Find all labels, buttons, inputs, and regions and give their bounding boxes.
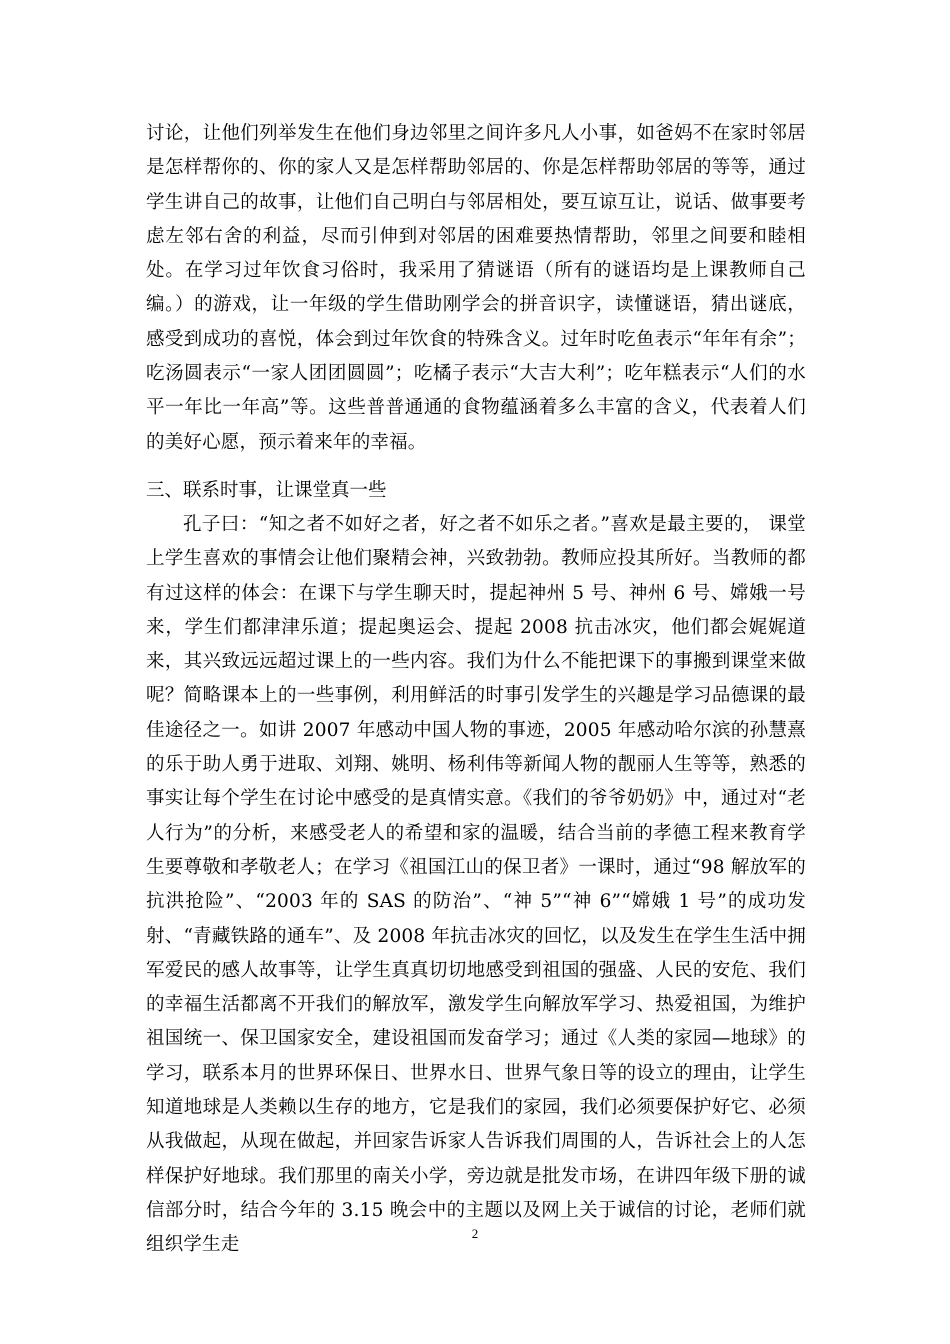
section-heading: 三、联系时事，让课堂真一些 (146, 480, 387, 501)
page-number: 2 (471, 1226, 479, 1241)
body-paragraph-1: 讨论，让他们列举发生在他们身边邻里之间许多凡人小事，如爸妈不在家时邻居是怎样帮你的、你的家人又是怎样帮助邻居的、你是怎样帮助邻居的等等，通过学生讲自己的故事，让他们自己明白与邻居相处，要互谅互让，说话、做事要考虑左邻右舍的利益，尽而引伸到对邻居的困难要热情帮助，邻里之间要和睦相处。在学习过年饮食习俗时，我采用了猜谜语（所有的谜语均是上课教师自己编。）的游戏，让一年级的学生借助刚学会的拼音识字，读懂谜语，猜出谜底，感受到成功的喜悦，体会到过年饮食的特殊含义。过年时吃鱼表示“年年有余”；吃汤圆表示“一家人团团圆圆”；吃橘子表示“大吉大利”；吃年糕表示“人们的水平一年比一年高”等。这些普普通通的食物蕴涵着多么丰富的含义，代表着人们的美好心愿，预示着来年的幸福。 (146, 123, 806, 453)
body-paragraph-2: 孔子曰：“知之者不如好之者，好之者不如乐之者。”喜欢是最主要的， 课堂上学生喜欢的事情会让他们聚精会神，兴致勃勃。教师应投其所好。当教师的都有过这样的体会：在课下与学生聊天时，提起神州 5 号、神州 6 号、嫦娥一号来，学生们都津津乐道；提起奥运会、提起 2008 抗击冰灾，他们都会娓娓道来，其兴致远远超过课上的一些内容。我们为什么不能把课下的事搬到课堂来做呢？简略课本上的一些事例，利用鲜活的时事引发学生的兴趣是学习品德课的最佳途径之一。如讲 2007 年感动中国人物的事迹，2005 年感动哈尔滨的孙慧熹的乐于助人勇于进取、刘翔、姚明、杨利伟等新闻人物的靓丽人生等等，熟悉的事实让每个学生在讨论中感受的是真情实意。《我们的爷爷奶奶》中，通过对“老人行为”的分析，来感受老人的希望和家的温暖，结合当前的孝德工程来教育学生要尊敬和孝敬老人；在学习《祖国江山的保卫者》一课时，通过“98 解放军的抗洪抢险”、“2003 年的 SAS 的防治”、“神 5”“神 6”“嫦娥 1 号”的成功发射、“青藏铁路的通车”、及 2008 年抗击冰灾的回忆，以及发生在学生生活中拥军爱民的感人故事等，让学生真真切切地感受到祖国的强盛、人民的安危、我们的幸福生活都离不开我们的解放军，激发学生向解放军学习、热爱祖国，为维护祖国统一、保卫国家安全，建设祖国而发奋学习；通过《人类的家园—地球》的学习，联系本月的世界环保日、世界水日、世界气象日等的设立的理由，让学生知道地球是人类赖以生存的地方，它是我们的家园，我们必须要保护好它、必须从我做起，从现在做起，并回家告诉家人告诉我们周围的人，告诉社会上的人怎样保护好地球。我们那里的南关小学，旁边就是批发市场，在讲四年级下册的诚信部分时，结合今年的 3.15 晚会中的主题以及网上关于诚信的讨论，老师们就组织学生走 (146, 514, 806, 1256)
